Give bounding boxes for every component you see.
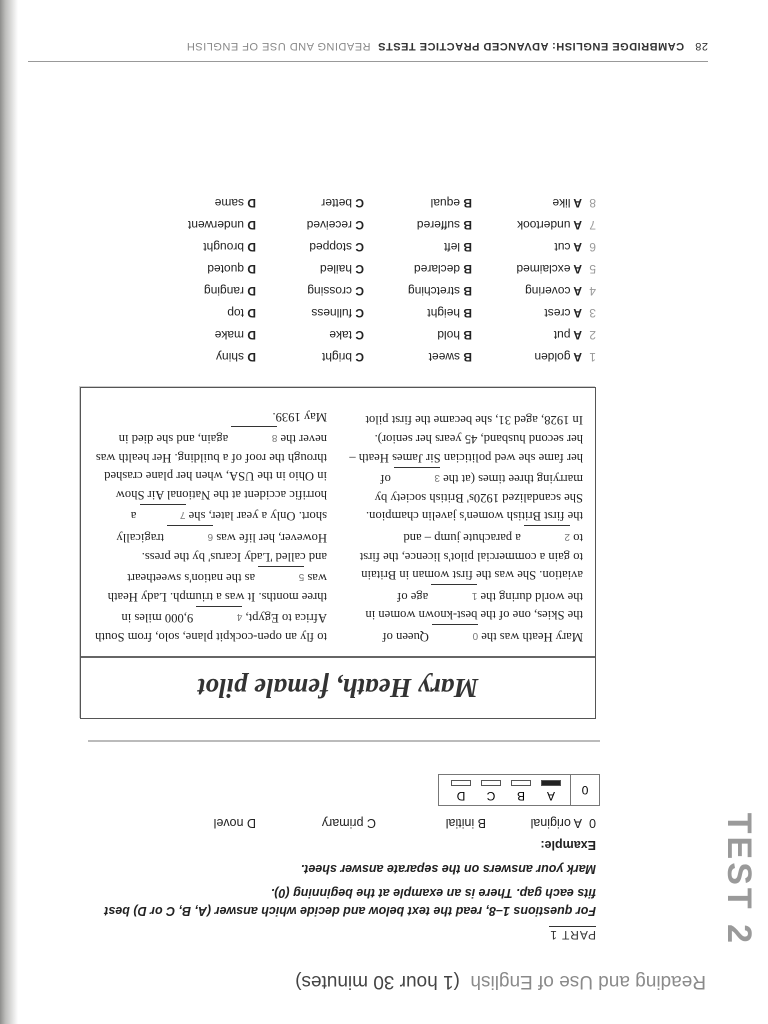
example-option-d: D novel xyxy=(213,816,256,830)
option-row-6 xyxy=(136,234,596,254)
article-left-line: the first British women's javelin champion. xyxy=(365,509,583,524)
question-number: 6 xyxy=(589,240,596,254)
article-left-line: the Skies, one of the best-known women in xyxy=(365,608,583,623)
article-title: Mary Heath, female pilot xyxy=(81,656,595,718)
option-c: C crossing xyxy=(307,284,364,298)
article-left-line: to gain a commercial pilot's licence, the first xyxy=(359,549,583,564)
gap-2: 2 xyxy=(524,525,570,545)
option-c: C hailed xyxy=(319,262,364,276)
option-row-4 xyxy=(136,278,596,298)
question-number: 3 xyxy=(589,306,596,320)
example-cell-a: A xyxy=(539,780,563,805)
option-d: D make xyxy=(214,328,256,342)
answer-mark-empty xyxy=(481,780,501,786)
option-c: C received xyxy=(306,218,364,232)
article-right-line: Africa to Egypt, 4 9,000 miles in xyxy=(89,606,327,628)
example-cell-d: D xyxy=(449,780,473,805)
footer-rule xyxy=(28,61,708,62)
option-a: A covering xyxy=(525,284,582,298)
article-right-line: and called 'Lady Icarus' by the press. xyxy=(141,549,327,564)
gap-1: 1 xyxy=(431,584,477,604)
article-right-line: May 1939. xyxy=(272,410,327,425)
example-option-b: B initial xyxy=(445,816,486,830)
article-left-line: She scandalized 1920s' British society by xyxy=(374,490,583,505)
gap-8: 8 xyxy=(231,426,277,446)
article-left-line: aviation. She was the first woman in Britain xyxy=(361,568,583,583)
question-number: 8 xyxy=(589,196,596,210)
option-a: A cut xyxy=(554,240,582,254)
option-b: B suffered xyxy=(416,218,472,232)
example-cell-b: B xyxy=(509,780,533,805)
option-b: B height xyxy=(427,306,472,320)
option-d: D top xyxy=(227,306,256,320)
option-d: D brought xyxy=(203,240,256,254)
part-label: PART 1 xyxy=(549,928,596,942)
question-number: 7 xyxy=(589,218,596,232)
page-number: 28 xyxy=(694,40,708,52)
question-number: 2 xyxy=(589,328,596,342)
divider xyxy=(88,740,600,742)
option-a: A undertook xyxy=(517,218,582,232)
page-footer xyxy=(186,40,708,52)
example-grid-num: 0 xyxy=(570,775,599,805)
option-b: B stretching xyxy=(407,284,472,298)
option-b: B equal xyxy=(430,196,472,210)
article-right-line: to fly an open-cockpit plane, solo, from South xyxy=(95,630,327,644)
gap-6: 6 xyxy=(167,525,213,545)
option-row-3 xyxy=(136,300,596,320)
question-number: 1 xyxy=(589,350,596,364)
option-row-1 xyxy=(136,344,596,364)
option-c: C better xyxy=(321,196,364,210)
section-name: Reading and Use of English xyxy=(470,971,706,992)
option-row-7 xyxy=(136,212,596,232)
gap-5: 5 xyxy=(258,566,304,586)
question-number: 5 xyxy=(589,262,596,276)
article-right-line: short. Only a year later, she 7 a xyxy=(89,504,327,526)
book-title: CAMBRIDGE ENGLISH: ADVANCED PRACTICE TESTS xyxy=(377,40,685,52)
test-label: TEST 2 xyxy=(720,812,758,946)
section-title xyxy=(295,970,706,992)
gap-7: 7 xyxy=(140,504,186,524)
option-row-2 xyxy=(136,322,596,342)
article-left-line: the world during the 1 age of xyxy=(345,584,583,606)
answer-mark-filled xyxy=(541,780,561,786)
option-row-5 xyxy=(136,256,596,276)
article-left-line: to 2 a parachute jump – and xyxy=(345,525,583,547)
option-a: A put xyxy=(553,328,582,342)
example-option-c: C primary xyxy=(321,816,376,830)
answer-mark-empty xyxy=(451,780,471,786)
option-d: D quoted xyxy=(207,262,256,276)
gap-0: 0 xyxy=(432,624,478,644)
option-a: A golden xyxy=(534,350,582,364)
article-right-line: through the roof of a building. Her health was xyxy=(95,450,327,465)
example-answer-grid xyxy=(438,774,600,806)
option-d: D underwent xyxy=(187,218,256,232)
option-a: A exclaimed xyxy=(516,262,582,276)
option-d: D ranging xyxy=(203,284,256,298)
option-row-8 xyxy=(136,190,596,210)
option-b: B sweet xyxy=(428,350,472,364)
example-num: 0 xyxy=(589,816,596,830)
article-left-line: marrying three times (at the 3 of xyxy=(345,467,583,489)
article-right-line: horrific accident at the National Air Show xyxy=(115,487,327,502)
example-option-a: A original xyxy=(530,816,582,830)
option-c: C stopped xyxy=(309,240,364,254)
footer-section: READING AND USE OF ENGLISH xyxy=(186,40,371,52)
answer-mark-empty xyxy=(511,780,531,786)
article-left-line: In 1928, aged 31, she became the first pilot xyxy=(365,413,583,428)
mark-answers-note: Mark your answers on the separate answer sheet. xyxy=(300,862,596,876)
option-c: C fullness xyxy=(311,306,364,320)
example-label: Example: xyxy=(540,838,596,852)
article-right-line: was 5 as the nation's sweetheart xyxy=(89,566,327,588)
option-a: A crest xyxy=(544,306,582,320)
book-gutter xyxy=(0,0,18,1024)
article-column-left xyxy=(345,411,583,646)
gap-3: 3 xyxy=(394,467,440,487)
article-box xyxy=(80,387,596,719)
option-a: A like xyxy=(552,196,582,210)
article-right-line: never the 8 again, and she died in xyxy=(89,426,327,448)
gap-4: 4 xyxy=(196,606,242,626)
article-right-line: three months. It was a triumph. Lady Heath xyxy=(107,589,327,604)
article-right-line: in Ohio in the USA, when her plane crashed xyxy=(104,469,327,484)
page-sheet xyxy=(18,0,768,1024)
question-number: 4 xyxy=(589,284,596,298)
option-b: B hold xyxy=(437,328,472,342)
article-left-line: her fame she wed politician Sir James Heath – xyxy=(349,450,583,465)
option-c: C take xyxy=(329,328,364,342)
section-time: (1 hour 30 minutes) xyxy=(295,971,460,992)
instructions: For questions 1–8, read the text below and decide which answer (A, B, C or D) best fits each gap. There is an example at the beginning (0). xyxy=(104,886,596,918)
example-cell-c: C xyxy=(479,780,503,805)
article-right-line: However, her life was 6 tragically xyxy=(89,525,327,547)
article-left-line: Mary Heath was the 0 Queen of xyxy=(345,624,583,646)
article-left-line: her second husband, 45 years her senior). xyxy=(374,432,583,447)
option-b: B left xyxy=(443,240,472,254)
option-d: D shiny xyxy=(215,350,256,364)
option-c: C bright xyxy=(321,350,364,364)
article-column-right xyxy=(89,408,327,646)
option-b: B declared xyxy=(413,262,472,276)
option-d: D same xyxy=(214,196,256,210)
